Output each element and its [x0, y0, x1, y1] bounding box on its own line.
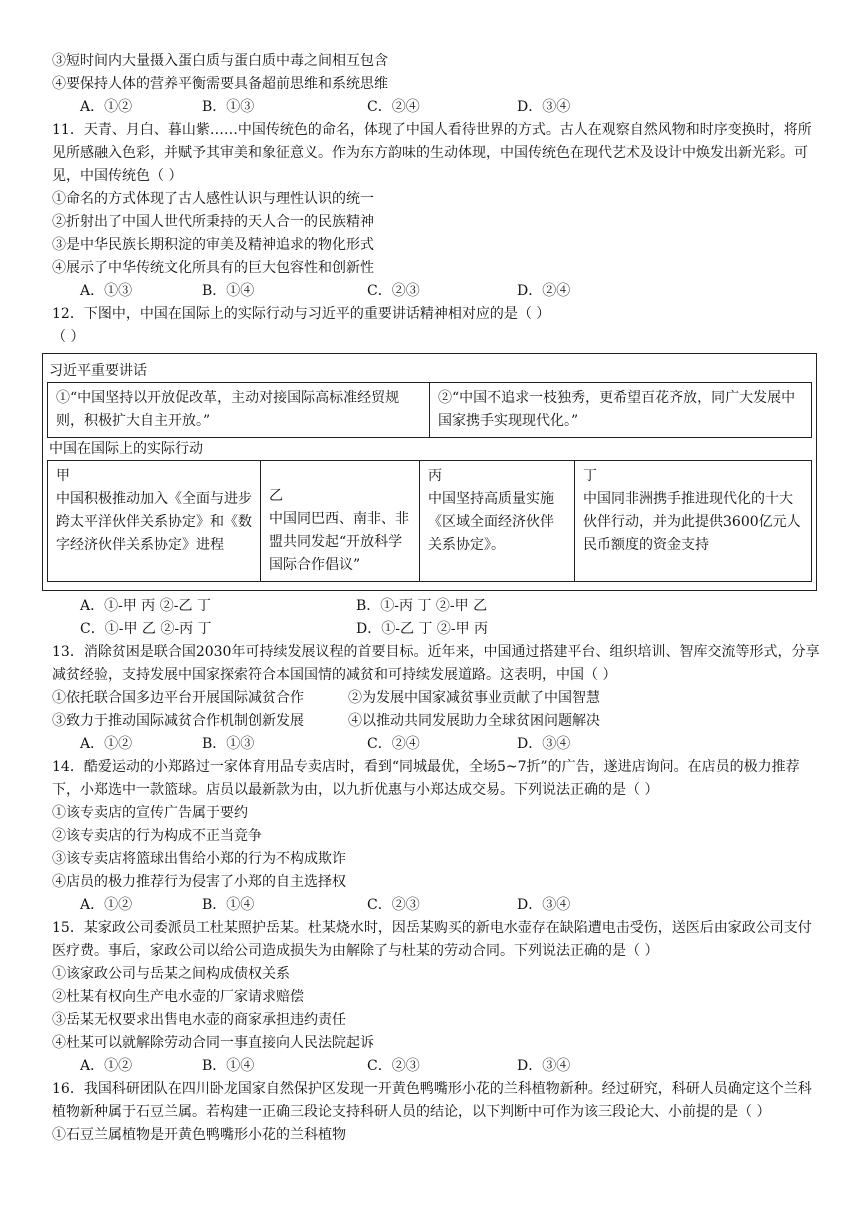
q13-stem: 13．消除贫困是联合国2030年可持续发展议程的首要目标。近年来，中国通过搭建平台、组织培训、智库交流等形式，分享减贫经验，支持发展中国家探索符合本国国情的减贫和可持续发展道路。这表明，中国（ ）: [52, 644, 820, 683]
q14-option-a[interactable]: A．①②: [80, 897, 133, 913]
q11-option-b[interactable]: B．①④: [202, 283, 255, 299]
q12-stem: 12．下图中，中国在国际上的实际行动与习近平的重要讲话精神相对应的是（ ）: [52, 306, 551, 322]
q12-figure-box: [42, 353, 817, 591]
q14-options: [52, 894, 822, 917]
q10-option-d[interactable]: D．③④: [517, 99, 571, 115]
action-text: 中国同非洲携手推进现代化的十大伙伴行动，并为此提供3600亿元人民币额度的资金支持: [583, 491, 801, 553]
q13-option-c[interactable]: C．②④: [367, 736, 420, 752]
q15-statement-3: ③岳某无权要求出售电水壶的商家承担违约责任: [52, 1012, 346, 1028]
q13-statements-row-1: [52, 687, 822, 710]
q11-option-d[interactable]: D．②④: [517, 283, 571, 299]
q12-option-a[interactable]: A．①-甲 丙 ②-乙 丁: [80, 598, 211, 614]
q13-statement-3: ③致力于推动国际减贫合作机制创新发展: [52, 713, 304, 729]
q11-statement-3: ③是中华民族长期积淀的审美及精神追求的物化形式: [52, 237, 374, 253]
q16-statement-1: ①石豆兰属植物是开黄色鸭嘴形小花的兰科植物: [52, 1127, 346, 1143]
q13-statement-2: ②为发展中国家减贫事业贡献了中国智慧: [348, 690, 600, 706]
q14-option-b[interactable]: B．①④: [202, 897, 255, 913]
q12-options-row-1: [52, 595, 822, 618]
q15-options: [52, 1055, 822, 1078]
q11-statement-1: ①命名的方式体现了古人感性认识与理性认识的统一: [52, 191, 374, 207]
q15-statement-2: ②杜某有权向生产电水壶的厂家请求赔偿: [52, 989, 304, 1005]
action-bing: [420, 461, 575, 582]
q14-statement-3: ③该专卖店将篮球出售给小郑的行为不构成欺诈: [52, 851, 346, 867]
q15-stem: 15．某家政公司委派员工杜某照护岳某。杜某烧水时，因岳某购买的新电水壶存在缺陷遭电击受伤，送医后由家政公司支付医疗费。事后，家政公司以给公司造成损失为由解除了与杜某的劳动合同。下列说法正确的是（ ）: [52, 920, 812, 959]
action-ding: [575, 461, 812, 582]
q10-option-b[interactable]: B．①③: [202, 99, 255, 115]
q12-option-d[interactable]: D．①-乙 丁 ②-甲 丙: [356, 621, 489, 637]
q14-statement-2: ②该专卖店的行为构成不正当竞争: [52, 828, 262, 844]
q13-statements-row-2: [52, 710, 822, 733]
q13-statement-1: ①依托联合国多边平台开展国际减贫合作: [52, 690, 304, 706]
q14-option-d[interactable]: D．③④: [517, 897, 571, 913]
q14-statement-4: ④店员的极力推荐行为侵害了小郑的自主选择权: [52, 874, 346, 890]
q15-statement-1: ①该家政公司与岳某之间构成债权关系: [52, 966, 290, 982]
q10-statement-4: ④要保持人体的营养平衡需要具备超前思维和系统思维: [52, 76, 388, 92]
q12-option-b[interactable]: B．①-丙 丁 ②-甲 乙: [356, 598, 488, 614]
q14-option-c[interactable]: C．②③: [367, 897, 420, 913]
q12-paren: （ ）: [52, 329, 85, 345]
action-text: 中国积极推动加入《全面与进步跨太平洋伙伴关系协定》和《数字经济伙伴关系协定》进程: [56, 491, 252, 553]
q15-option-d[interactable]: D．③④: [517, 1058, 571, 1074]
q10-option-c[interactable]: C．②④: [367, 99, 420, 115]
action-text: 中国同巴西、南非、非盟共同发起“开放科学国际合作倡议”: [269, 511, 409, 573]
action-yi: [261, 461, 420, 582]
speech-header: 习近平重要讲话: [49, 363, 147, 379]
q15-statement-4: ④杜某可以就解除劳动合同一事直接向人民法院起诉: [52, 1035, 374, 1051]
action-table: [47, 460, 812, 582]
q13-options: [52, 733, 822, 756]
q10-options: [52, 96, 822, 119]
q11-options: [52, 280, 822, 303]
q13-option-b[interactable]: B．①③: [202, 736, 255, 752]
q14-statement-1: ①该专卖店的宣传广告属于要约: [52, 805, 248, 821]
action-text: 中国坚持高质量实施《区域全面经济伙伴关系协定》。: [428, 491, 554, 553]
q14-stem: 14．酷爱运动的小郑路过一家体育用品专卖店时，看到“同城最优，全场5~7折”的广告，遂进店询问。在店员的极力推荐下，小郑选中一款篮球。店员以最新款为由，以九折优惠与小郑达成交易。下列说法正确的是（ ）: [52, 759, 800, 798]
action-tag: 甲: [56, 468, 70, 484]
speech-1: ①“中国坚持以开放促改革，主动对接国际高标准经贸规则，积极扩大自主开放。”: [48, 383, 430, 438]
q16-stem: 16．我国科研团队在四川卧龙国家自然保护区发现一开黄色鸭嘴形小花的兰科植物新种。经过研究，科研人员确定这个兰科植物新种属于石豆兰属。若构建一正确三段论支持科研人员的结论，以下判断中可作为该三段论大、小前提的是（ ）: [52, 1081, 812, 1120]
q12-options-row-2: [52, 618, 822, 641]
q12-option-c[interactable]: C．①-甲 乙 ②-丙 丁: [80, 621, 212, 637]
q13-statement-4: ④以推动共同发展助力全球贫困问题解决: [348, 713, 600, 729]
q10-option-a[interactable]: A．①②: [80, 99, 133, 115]
q15-option-b[interactable]: B．①④: [202, 1058, 255, 1074]
speech-2: ②“中国不追求一枝独秀，更希望百花齐放，同广大发展中国家携手实现现代化。”: [430, 383, 812, 438]
exam-page: [49, 50, 822, 1147]
action-tag: 乙: [269, 488, 283, 504]
q11-option-c[interactable]: C．②③: [367, 283, 420, 299]
q11-stem: 11．天青、月白、暮山紫……中国传统色的命名，体现了中国人看待世界的方式。古人在观察自然风物和时序变换时，将所见所感融入色彩，并赋予其审美和象征意义。作为东方韵味的生动体现，中国传统色在现代艺术及设计中焕发出新光彩。可见，中国传统色（ ）: [52, 122, 812, 184]
action-tag: 丙: [428, 468, 442, 484]
speech-table: [47, 382, 812, 438]
action-tag: 丁: [583, 468, 597, 484]
action-jia: [48, 461, 261, 582]
q13-option-d[interactable]: D．③④: [517, 736, 571, 752]
q11-statement-2: ②折射出了中国人世代所秉持的天人合一的民族精神: [52, 214, 374, 230]
q11-statement-4: ④展示了中华传统文化所具有的巨大包容性和创新性: [52, 260, 374, 276]
q13-option-a[interactable]: A．①②: [80, 736, 133, 752]
q11-option-a[interactable]: A．①③: [80, 283, 133, 299]
q10-statement-3: ③短时间内大量摄入蛋白质与蛋白质中毒之间相互包含: [52, 53, 388, 69]
action-header: 中国在国际上的实际行动: [49, 441, 203, 457]
q15-option-a[interactable]: A．①②: [80, 1058, 133, 1074]
q15-option-c[interactable]: C．②③: [367, 1058, 420, 1074]
